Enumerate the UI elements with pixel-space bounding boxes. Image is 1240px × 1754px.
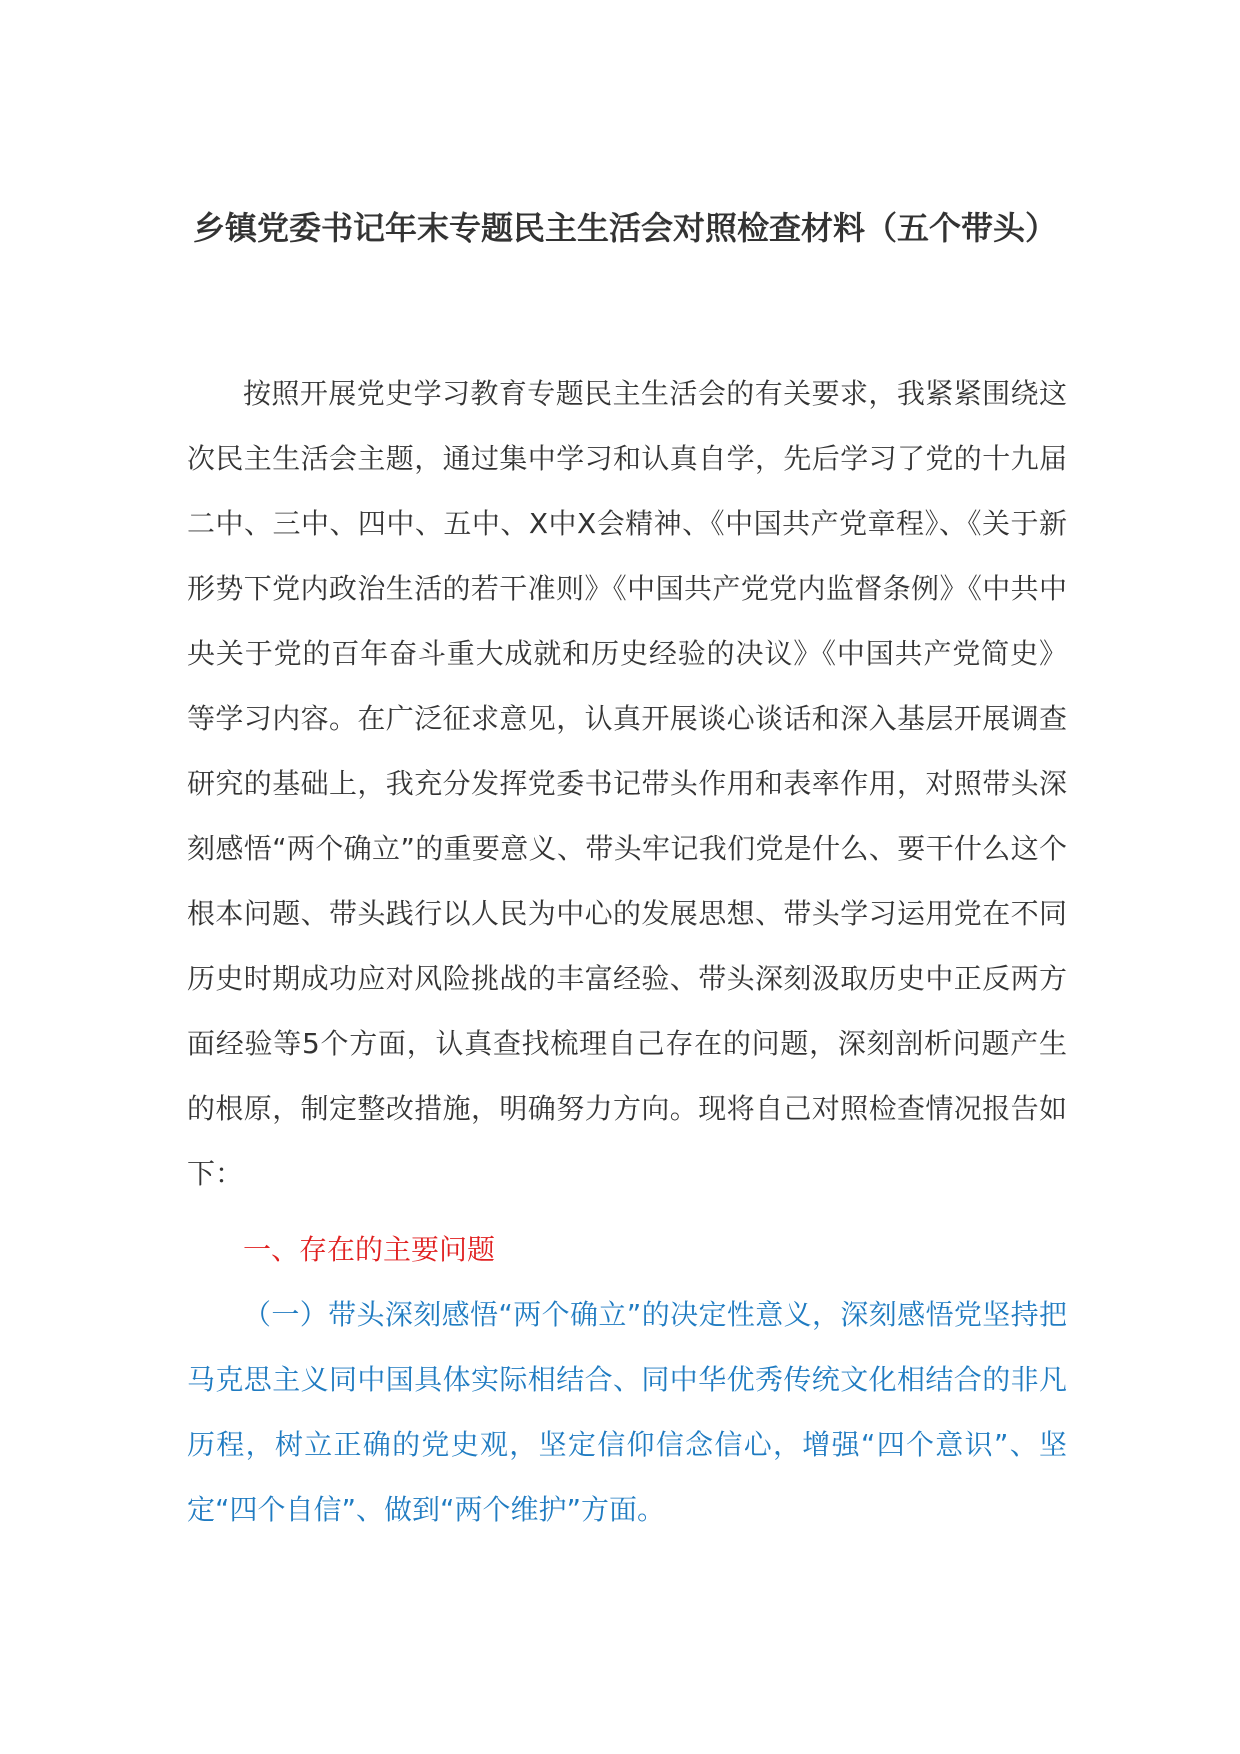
intro-paragraph: 按照开展党史学习教育专题民主生活会的有关要求，我紧紧围绕这次民主生活会主题，通过集中学习和认真自学，先后学习了党的十九届二中、三中、四中、五中、X中X会精神、《中国共产党章程》、《关于新形势下党内政治生活的若干准则》《中国共产党党内监督条例》《中共中央关于党的百年奋斗重大成就和历史经验的决议》《中国共产党简史》等学习内容。在广泛征求意见，认真开展谈心谈话和深入基层开展调查研究的基础上，我充分发挥党委书记带头作用和表率作用，对照带头深刻感悟“两个确立”的重要意义、带头牢记我们党是什么、要干什么这个根本问题、带头践行以人民为中心的发展思想、带头学习运用党在不同历史时期成功应对风险挑战的丰富经验、带头深刻汲取历史中正反两方面经验等5个方面，认真查找梳理自己存在的问题，深刻剖析问题产生的根原，制定整改措施，明确努力方向。现将自己对照检查情况报告如下：	[187, 377, 1067, 1190]
document-title: 乡镇党委书记年末专题民主生活会对照检查材料（五个带头）	[192, 209, 1057, 247]
subsection-heading-1: （一）带头深刻感悟“两个确立”的决定性意义，深刻感悟党坚持把马克思主义同中国具体实际相结合、同中华优秀传统文化相结合的非凡历程，树立正确的党史观，坚定信仰信念信心，增强“四个意识”、坚定“四个自信”、做到“两个维护”方面。	[187, 1298, 1067, 1526]
section-heading-main-problems: 一、存在的主要问题	[243, 1233, 496, 1266]
